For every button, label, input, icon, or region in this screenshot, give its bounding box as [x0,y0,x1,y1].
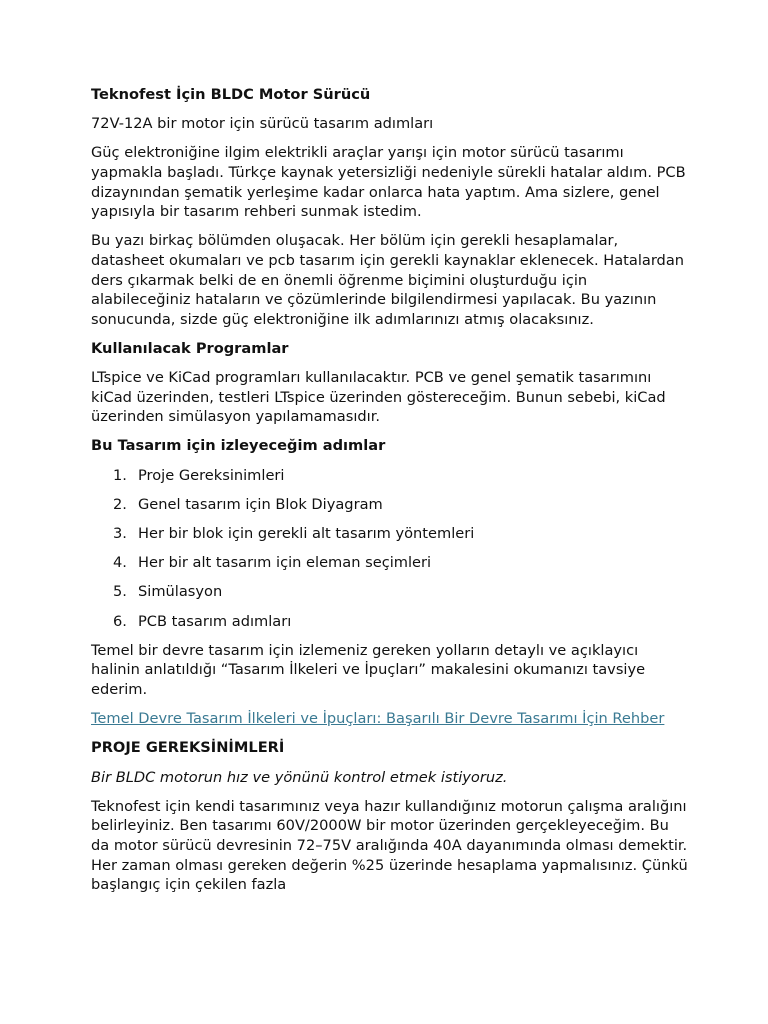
list-item-label: Her bir alt tasarım için eleman seçimleri [138,554,432,572]
list-item-number: 2. [113,495,127,513]
intro-paragraph-1: Güç elektroniğine ilgim elektrikli araçlar yarışı için motor sürücü tasarımı yapmakla başladı. Türkçe kaynak yetersizliği nedeniyle sürekli hatalar aldım. PCB dizaynından şematik yerleşime kadar onlarca hata yaptım. Ama sizlere, genel yapısıyla bir tasarım rehberi sunmak istedim. [91,144,686,221]
list-item [91,553,691,573]
list-item [91,466,691,486]
list-item-number: 5. [113,583,127,601]
list-item-label: Proje Gereksinimleri [138,466,285,484]
list-item-number: 4. [113,554,127,572]
design-principles-link[interactable]: Temel Devre Tasarım İlkeleri ve İpuçları: Başarılı Bir Devre Tasarımı İçin Rehber [91,710,665,728]
steps-heading: Bu Tasarım için izleyeceğim adımlar [91,437,386,455]
list-item [91,524,691,544]
programs-heading: Kullanılacak Programlar [91,339,289,357]
list-item-number: 1. [113,466,127,484]
steps-list [91,466,691,632]
requirements-italic-line: Bir BLDC motorun hız ve yönünü kontrol etmek istiyoruz. [91,768,508,786]
list-item-label: Genel tasarım için Blok Diyagram [138,495,383,513]
requirements-heading: PROJE GEREKSİNİMLERİ [91,739,285,757]
list-item [91,582,691,602]
programs-paragraph: LTspice ve KiCad programları kullanılacaktır. PCB ve genel şematik tasarımını kiCad üzerinden, testleri LTspice üzerinden göstereceğim. Bunun sebebi, kiCad üzerinden simülasyon yapılamamasıdır. [91,369,666,426]
list-item-number: 6. [113,612,127,630]
list-item-number: 3. [113,525,127,543]
document-page [91,85,691,904]
list-item [91,495,691,515]
list-item-label: PCB tasarım adımları [138,612,292,630]
link-paragraph [91,709,691,729]
intro-paragraph-2: Bu yazı birkaç bölümden oluşacak. Her bölüm için gerekli hesaplamalar, datasheet okumaları ve pcb tasarım için gerekli kaynaklar eklenecek. Hatalardan ders çıkarmak belki de en önemli öğrenme biçimini oluşturduğu için alabileceğiniz hataların ve çözümlerinde bilgilendirmesi yapılacak. Bu yazının sonucunda, sizde güç elektroniğine ilk adımlarınızı atmış olacaksınız. [91,232,685,328]
document-subtitle: 72V-12A bir motor için sürücü tasarım adımları [91,115,434,133]
recommendation-paragraph: Temel bir devre tasarım için izlemeniz gereken yolların detaylı ve açıklayıcı halinin anlatıldığı “Tasarım İlkeleri ve İpuçları” makalesini okumanızı tavsiye ederim. [91,641,646,698]
list-item-label: Simülasyon [138,583,223,601]
list-item [91,612,691,632]
list-item-label: Her bir blok için gerekli alt tasarım yöntemleri [138,525,475,543]
document-title: Teknofest İçin BLDC Motor Sürücü [91,86,371,103]
requirements-paragraph: Teknofest için kendi tasarımınız veya hazır kullandığınız motorun çalışma aralığını belirleyiniz. Ben tasarımı 60V/2000W bir motor üzerinden gerçekleyeceğim. Bu da motor sürücü devresinin 72–75V aralığında 40A dayanımında olması demektir. Her zaman olması gereken değerin %25 üzerinde hesaplama yapmalısınız. Çünkü başlangıç için çekilen fazla [91,797,688,894]
